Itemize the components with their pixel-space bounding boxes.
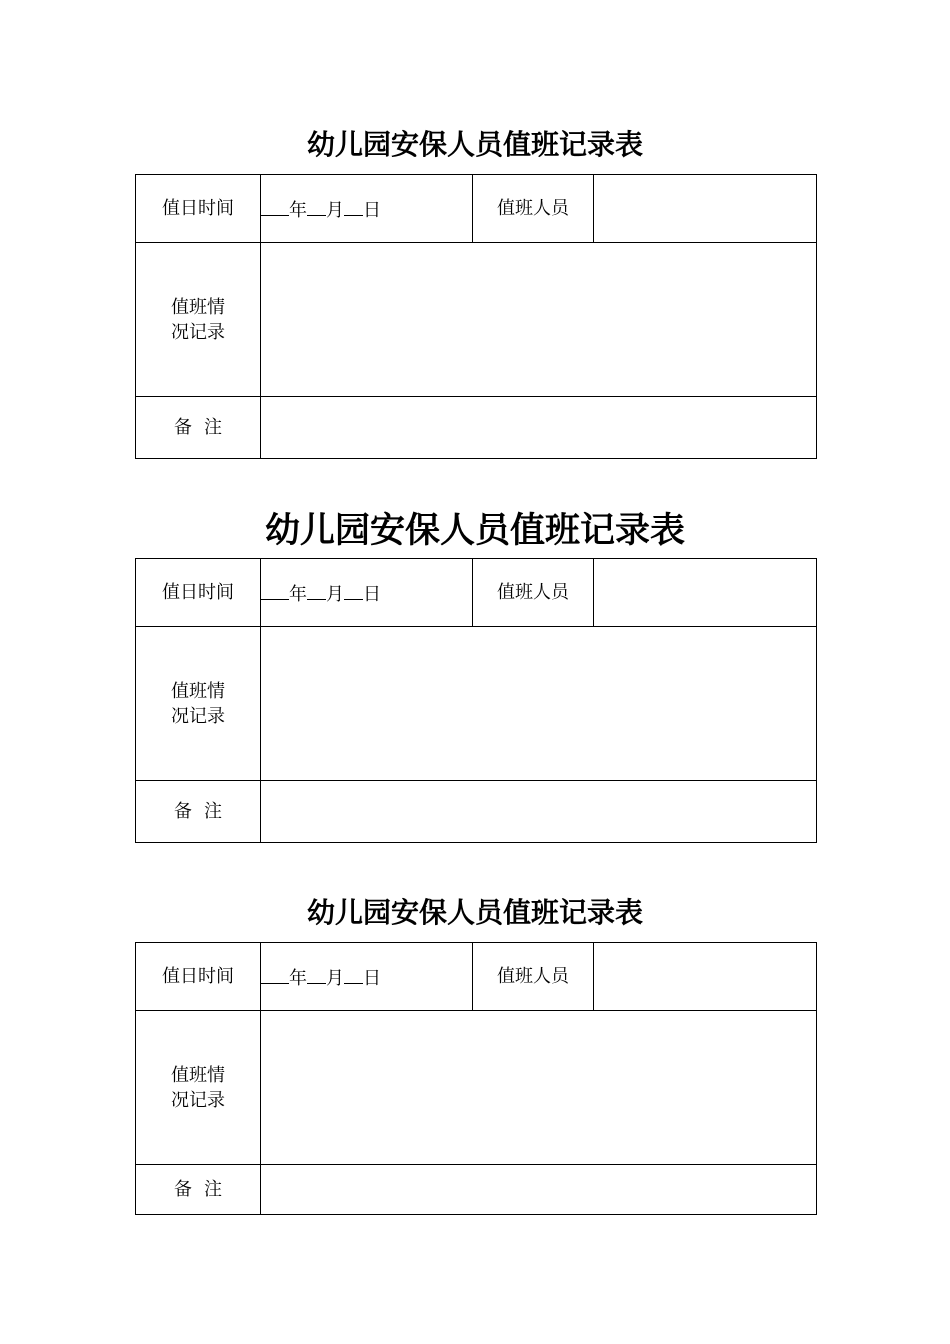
form-title: 幼儿园安保人员值班记录表 [306, 128, 643, 161]
staff-field[interactable] [594, 943, 817, 1011]
month-blank[interactable] [307, 199, 326, 216]
day-blank[interactable] [344, 967, 363, 984]
record-field[interactable] [261, 243, 817, 397]
month-blank[interactable] [307, 967, 326, 984]
record-label-line2: 况记录 [171, 705, 225, 727]
table-row [136, 627, 817, 781]
year-suffix: 年 [289, 199, 307, 221]
duty-record-table [135, 174, 817, 459]
table-row [136, 943, 817, 1011]
date-field[interactable] [261, 559, 473, 627]
table-row [136, 559, 817, 627]
note-label: 备注 [136, 397, 261, 459]
record-label-line1: 值班情 [171, 1064, 225, 1086]
month-suffix: 月 [326, 967, 344, 989]
record-label-line2: 况记录 [171, 1089, 225, 1111]
table-row [136, 243, 817, 397]
staff-label: 值班人员 [473, 943, 594, 1011]
record-field[interactable] [261, 627, 817, 781]
date-field[interactable] [261, 175, 473, 243]
day-suffix: 日 [363, 583, 381, 605]
staff-label: 值班人员 [473, 175, 594, 243]
date-field[interactable] [261, 943, 473, 1011]
staff-field[interactable] [594, 175, 817, 243]
day-suffix: 日 [363, 199, 381, 221]
note-field[interactable] [261, 1165, 817, 1215]
note-label: 备注 [136, 1165, 261, 1215]
staff-label: 值班人员 [473, 559, 594, 627]
record-label [136, 627, 261, 781]
note-field[interactable] [261, 781, 817, 843]
duty-record-table [135, 942, 817, 1215]
date-label: 值日时间 [136, 559, 261, 627]
year-suffix: 年 [289, 583, 307, 605]
note-field[interactable] [261, 397, 817, 459]
month-suffix: 月 [326, 583, 344, 605]
month-blank[interactable] [307, 583, 326, 600]
table-row [136, 1165, 817, 1215]
record-field[interactable] [261, 1011, 817, 1165]
day-suffix: 日 [363, 967, 381, 989]
month-suffix: 月 [326, 199, 344, 221]
record-label-line1: 值班情 [171, 680, 225, 702]
table-row [136, 781, 817, 843]
staff-field[interactable] [594, 559, 817, 627]
year-suffix: 年 [289, 967, 307, 989]
day-blank[interactable] [344, 199, 363, 216]
form-title: 幼儿园安保人员值班记录表 [306, 896, 643, 929]
record-label-line1: 值班情 [171, 296, 225, 318]
record-label [136, 1011, 261, 1165]
date-label: 值日时间 [136, 175, 261, 243]
year-blank[interactable] [261, 199, 289, 216]
date-label: 值日时间 [136, 943, 261, 1011]
year-blank[interactable] [261, 967, 289, 984]
table-row [136, 1011, 817, 1165]
duty-record-table [135, 558, 817, 843]
note-label: 备注 [136, 781, 261, 843]
table-row [136, 175, 817, 243]
form-title: 幼儿园安保人员值班记录表 [264, 510, 685, 551]
table-row [136, 397, 817, 459]
day-blank[interactable] [344, 583, 363, 600]
record-label-line2: 况记录 [171, 321, 225, 343]
year-blank[interactable] [261, 583, 289, 600]
record-label [136, 243, 261, 397]
